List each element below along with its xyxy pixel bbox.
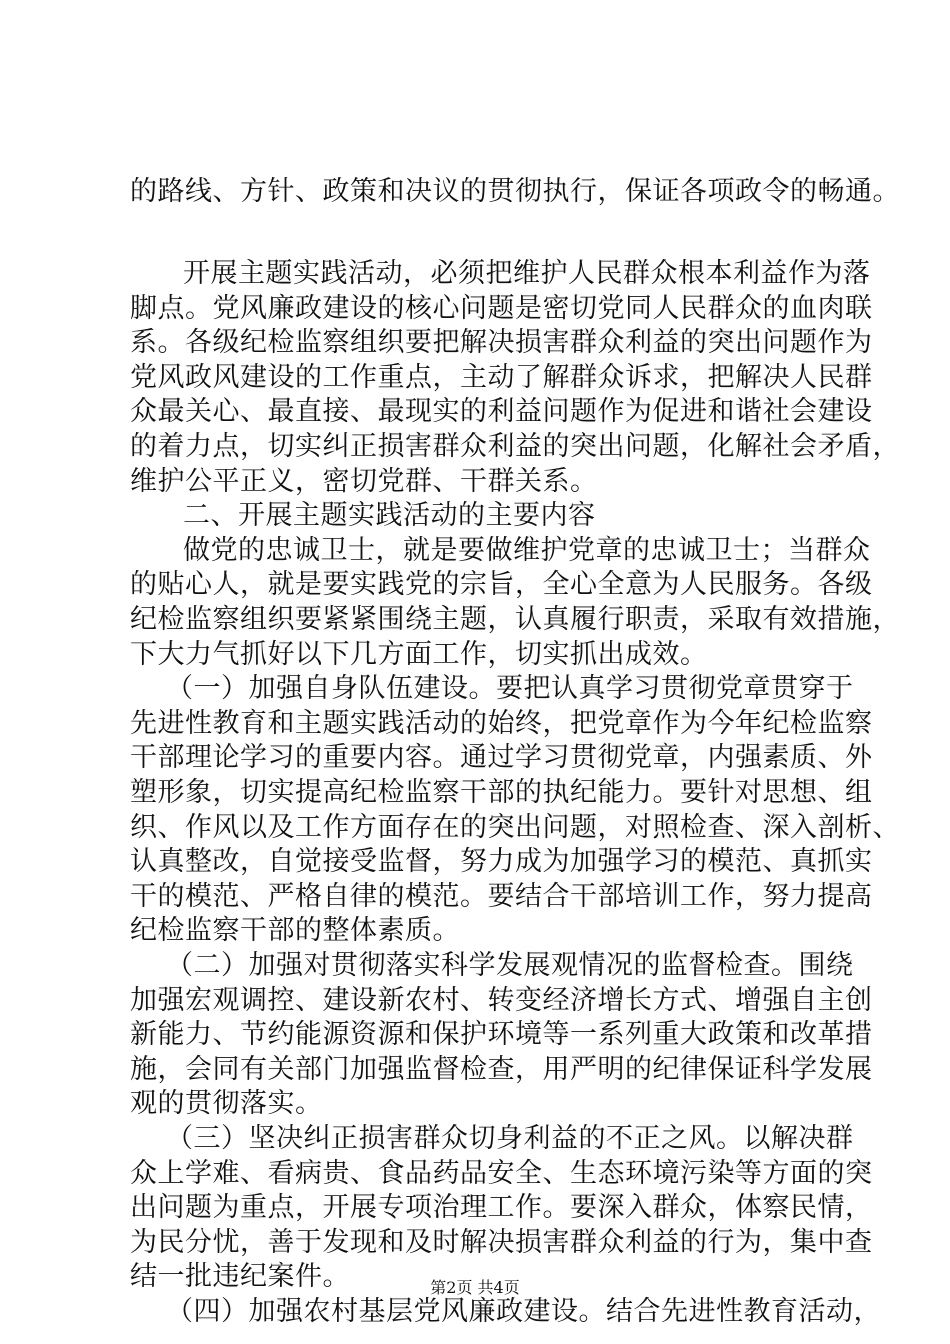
paragraph-line: 脚点。党风廉政建设的核心问题是密切党同人民群众的血肉联 xyxy=(130,293,873,324)
paragraph-line: 纪检监察干部的整体素质。 xyxy=(130,915,460,946)
paragraph-line: 结一批违纪案件。 xyxy=(130,1261,350,1292)
paragraph-line: 的路线、方针、政策和决议的贯彻执行，保证各项政令的畅通。 xyxy=(130,176,900,207)
paragraph-line: 维护公平正义，密切党群、干群关系。 xyxy=(130,466,598,497)
paragraph-line: 认真整改，自觉接受监督，努力成为加强学习的模范、真抓实 xyxy=(130,846,873,877)
paragraph-line: 干的模范、严格自律的模范。要结合干部培训工作，努力提高 xyxy=(130,881,873,912)
paragraph-line: 做党的忠诚卫士，就是要做维护党章的忠诚卫士；当群众 xyxy=(183,535,871,566)
paragraph-line: 众最关心、最直接、最现实的利益问题作为促进和谐社会建设 xyxy=(130,396,873,427)
paragraph-line: 新能力、节约能源资源和保护环境等一系列重大政策和改革措 xyxy=(130,1019,873,1050)
paragraph-line: 为民分忧，善于发现和及时解决损害群众利益的行为，集中查 xyxy=(130,1227,873,1258)
paragraph-line: 施，会同有关部门加强监督检查，用严明的纪律保证科学发展 xyxy=(130,1054,873,1085)
paragraph-line: 的贴心人，就是要实践党的宗旨，全心全意为人民服务。各级 xyxy=(130,569,873,600)
paragraph-line: 纪检监察组织要紧紧围绕主题，认真履行职责，采取有效措施， xyxy=(130,604,900,635)
paragraph-line: （二）加强对贯彻落实科学发展观情况的监督检查。围绕 xyxy=(166,950,854,981)
paragraph-line: 众上学难、看病贵、食品药品安全、生态环境污染等方面的突 xyxy=(130,1158,873,1189)
page-number-footer: 第2页 共4页 xyxy=(430,1278,520,1297)
paragraph-line: 下大力气抓好以下几方面工作，切实抓出成效。 xyxy=(130,639,708,670)
paragraph-line: 观的贯彻落实。 xyxy=(130,1088,323,1119)
paragraph-line: 塑形象，切实提高纪检监察干部的执纪能力。要针对思想、组 xyxy=(130,777,873,808)
paragraph-line: 先进性教育和主题实践活动的始终，把党章作为今年纪检监察 xyxy=(130,708,873,739)
paragraph-line: 的着力点，切实纠正损害群众利益的突出问题，化解社会矛盾， xyxy=(130,431,900,462)
section-heading: 二、开展主题实践活动的主要内容 xyxy=(183,500,596,531)
paragraph-line: （一）加强自身队伍建设。要把认真学习贯彻党章贯穿于 xyxy=(166,673,854,704)
paragraph-line: 加强宏观调控、建设新农村、转变经济增长方式、增强自主创 xyxy=(130,985,873,1016)
paragraph-line: 干部理论学习的重要内容。通过学习贯彻党章，内强素质、外 xyxy=(130,742,873,773)
paragraph-line: 系。各级纪检监察组织要把解决损害群众利益的突出问题作为 xyxy=(130,327,873,358)
paragraph-line: （四）加强农村基层党风廉政建设。结合先进性教育活动， xyxy=(166,1296,881,1327)
paragraph-line: 出问题为重点，开展专项治理工作。要深入群众，体察民情， xyxy=(130,1192,873,1223)
paragraph-line: （三）坚决纠正损害群众切身利益的不正之风。以解决群 xyxy=(166,1123,854,1154)
paragraph-line: 开展主题实践活动，必须把维护人民群众根本利益作为落 xyxy=(183,258,871,289)
paragraph-line: 党风政风建设的工作重点，主动了解群众诉求，把解决人民群 xyxy=(130,362,873,393)
paragraph-line: 织、作风以及工作方面存在的突出问题，对照检查、深入剖析、 xyxy=(130,812,900,843)
